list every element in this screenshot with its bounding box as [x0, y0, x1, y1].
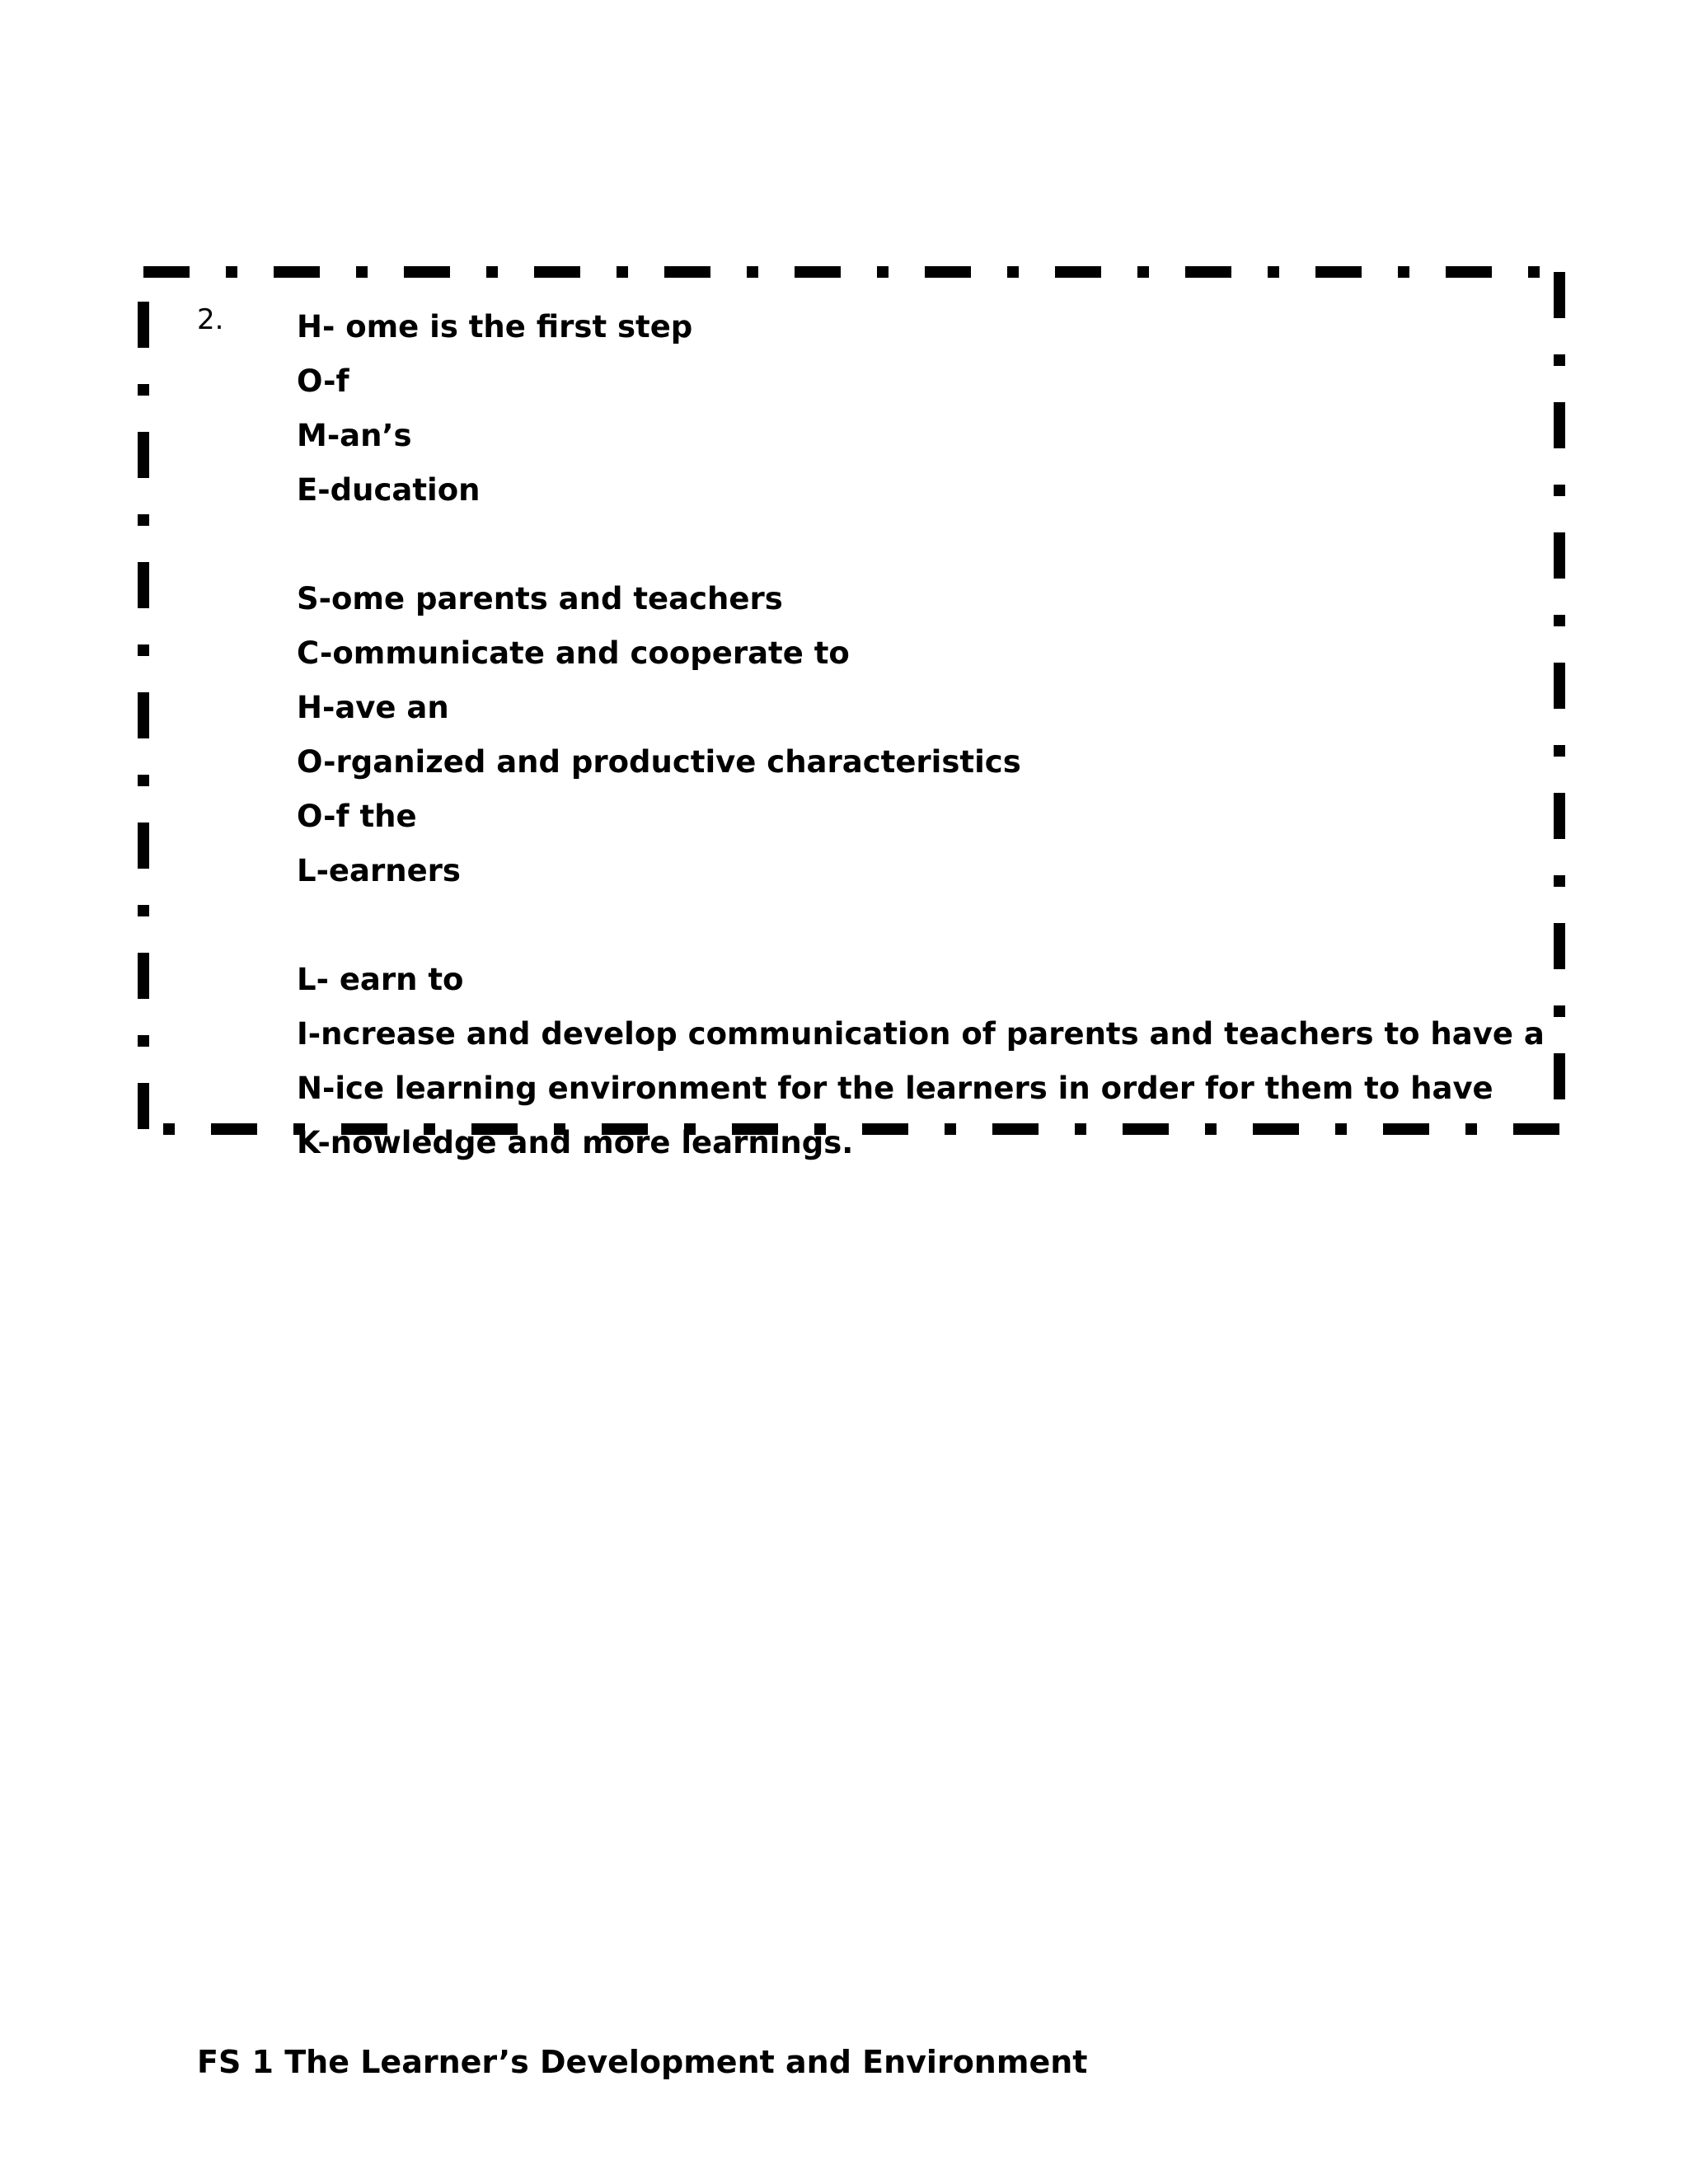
- page-footer: FS 1 The Learner’s Development and Environment: [197, 2044, 1088, 2080]
- stanza-gap: [297, 898, 1566, 953]
- poem-line: O-f the: [297, 799, 417, 834]
- poem-line: H-ave an: [297, 690, 449, 725]
- acrostic-poem: [297, 300, 1566, 1170]
- poem-line: N-ice learning environment for the learners in order for them to have: [297, 1071, 1493, 1106]
- poem-line: E-ducation: [297, 472, 481, 508]
- poem-line: I-ncrease and develop communication of parents and teachers to have a: [297, 1016, 1545, 1052]
- item-number: 2.: [197, 303, 224, 336]
- poem-line: H- ome is the first step: [297, 309, 693, 344]
- poem-line: M-an’s: [297, 418, 412, 453]
- poem-line: S-ome parents and teachers: [297, 581, 783, 616]
- poem-line: O-f: [297, 363, 349, 399]
- stanza-gap: [297, 518, 1566, 572]
- poem-line: C-ommunicate and cooperate to: [297, 635, 850, 671]
- poem-line: L-earners: [297, 853, 461, 888]
- poem-line: O-rganized and productive characteristics: [297, 744, 1021, 780]
- poem-line: K-nowledge and more learnings.: [297, 1125, 854, 1160]
- poem-line: L- earn to: [297, 962, 464, 997]
